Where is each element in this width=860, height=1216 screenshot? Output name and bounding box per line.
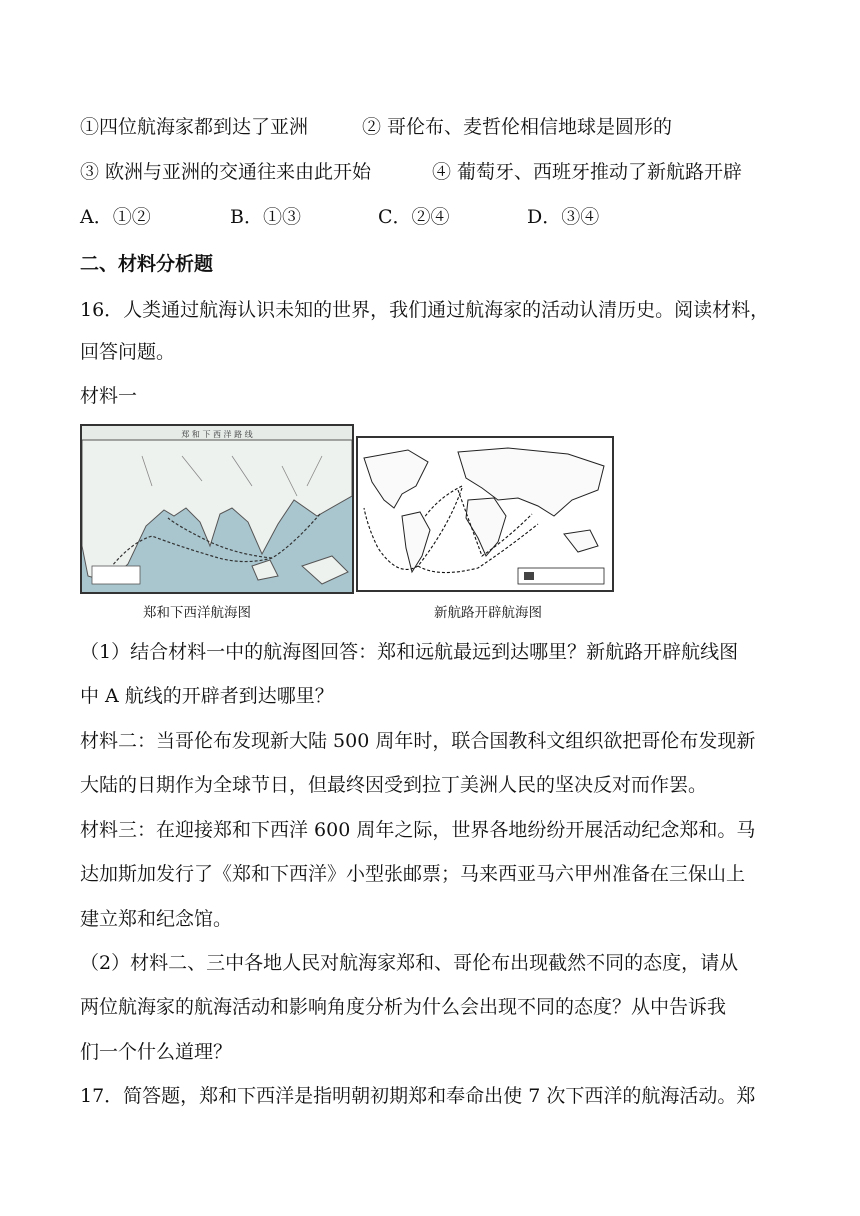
material-3-line-3: 建立郑和纪念馆。 bbox=[80, 908, 233, 930]
q16-intro-line-1: 16．人类通过航海认识未知的世界，我们通过航海家的活动认清历史。阅读材料， bbox=[80, 299, 770, 321]
q15-statement-2: ② 哥伦布、麦哲伦相信地球是圆形的 bbox=[362, 116, 673, 138]
q16-sub2-line-2: 两位航海家的航海活动和影响角度分析为什么会出现不同的态度？从中告诉我 bbox=[80, 996, 727, 1018]
q16-sub1-line-1: （1）结合材料一中的航海图回答：郑和远航最远到达哪里？新航路开辟航线图 bbox=[80, 641, 739, 663]
q16-intro-line-2: 回答问题。 bbox=[80, 341, 176, 363]
section-heading: 二、材料分析题 bbox=[80, 253, 214, 275]
zheng-he-map-caption: 郑和下西洋航海图 bbox=[143, 605, 251, 621]
new-route-map-graphic bbox=[358, 438, 612, 590]
q15-option-b: B．①③ bbox=[230, 206, 301, 228]
zheng-he-voyage-map bbox=[80, 424, 354, 594]
zheng-he-map-graphic bbox=[82, 426, 352, 592]
q15-option-a: A．①② bbox=[80, 206, 151, 228]
q15-option-d: D．③④ bbox=[527, 206, 600, 228]
material-1-label: 材料一 bbox=[80, 385, 138, 407]
q15-statement-4: ④ 葡萄牙、西班牙推动了新航路开辟 bbox=[432, 161, 743, 183]
q15-option-c: C．②④ bbox=[378, 206, 450, 228]
q16-sub2-line-1: （2）材料二、三中各地人民对航海家郑和、哥伦布出现截然不同的态度，请从 bbox=[80, 952, 739, 974]
material-3-line-2: 达加斯加发行了《郑和下西洋》小型张邮票；马来西亚马六甲州准备在三保山上 bbox=[80, 863, 746, 885]
material-3-line-1: 材料三：在迎接郑和下西洋 600 周年之际，世界各地纷纷开展活动纪念郑和。马 bbox=[80, 819, 756, 841]
q15-statement-1: ①四位航海家都到达了亚洲 bbox=[80, 116, 309, 138]
q16-sub1-line-2: 中 A 航线的开辟者到达哪里？ bbox=[80, 685, 334, 707]
q15-statement-3: ③ 欧洲与亚洲的交通往来由此开始 bbox=[80, 161, 372, 183]
material-2-line-1: 材料二：当哥伦布发现新大陆 500 周年时，联合国教科文组织欲把哥伦布发现新 bbox=[80, 730, 756, 752]
q16-sub2-line-3: 们一个什么道理？ bbox=[80, 1041, 233, 1063]
material-2-line-2: 大陆的日期作为全球节日，但最终因受到拉丁美洲人民的坚决反对而作罢。 bbox=[80, 774, 708, 796]
zheng-he-map-title: 郑 和 下 西 洋 路 线 bbox=[181, 430, 253, 439]
new-route-map-caption: 新航路开辟航海图 bbox=[434, 605, 542, 621]
q17-line-1: 17．简答题，郑和下西洋是指明朝初期郑和奉命出使 7 次下西洋的航海活动。郑 bbox=[80, 1085, 756, 1107]
new-sea-route-map bbox=[356, 436, 614, 592]
